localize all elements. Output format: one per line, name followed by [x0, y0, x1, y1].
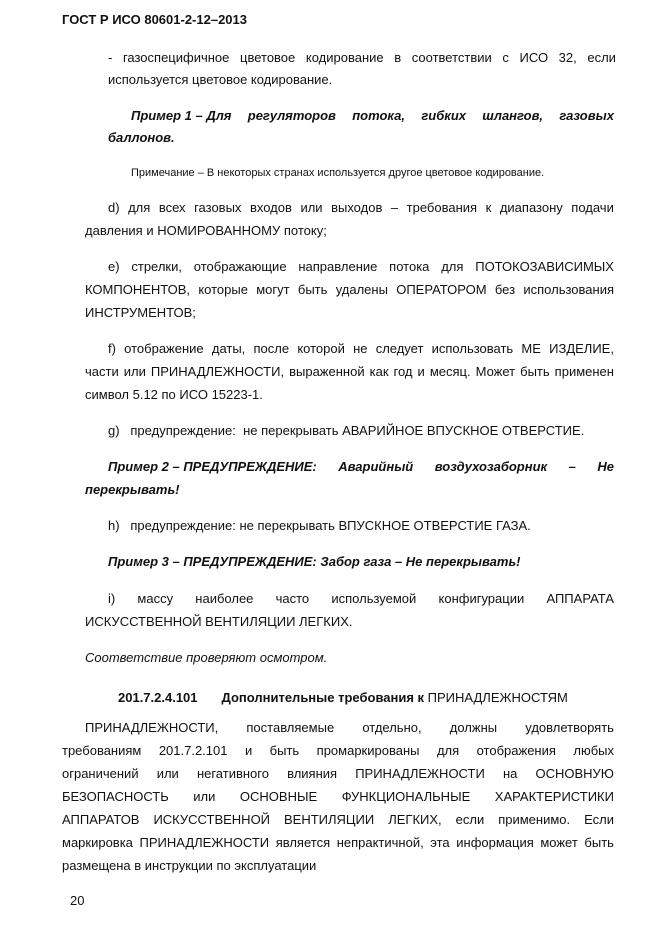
word: и [417, 364, 425, 379]
word: могут [256, 282, 290, 297]
word: для [436, 743, 460, 758]
word: или [193, 789, 216, 804]
word: быть [297, 282, 328, 297]
word: требованиям [62, 743, 142, 758]
word: цветовое [240, 50, 296, 65]
item-i-line-1 [108, 591, 614, 607]
example-1-line-2: баллонов. [108, 130, 175, 145]
body-line-2 [62, 743, 614, 759]
word: АППАРАТА [546, 591, 614, 606]
word: часто [275, 591, 310, 606]
word: ограничений [62, 766, 139, 781]
word: и [244, 743, 253, 758]
note: Примечание – В некоторых странах используется другое цветовое кодирование. [131, 167, 545, 179]
word: f) [108, 341, 116, 356]
word: диапазону [499, 200, 563, 215]
word: ПРИНАДЛЕЖНОСТИ, [150, 364, 285, 379]
word: применимо. [498, 812, 571, 827]
word: потока [389, 259, 430, 274]
word: потока, [352, 108, 406, 123]
word: маркировка [62, 835, 133, 850]
word: АППАРАТОВ [62, 812, 140, 827]
word: d) [108, 200, 120, 215]
word: ПОТОКОЗАВИСИМЫХ [475, 259, 614, 274]
word: непрактичной, [336, 835, 424, 850]
word: ПРИНАДЛЕЖНОСТИ [139, 835, 270, 850]
word: Пример 1 – Для [131, 108, 232, 123]
body-line-7: размещена в инструкции по эксплуатации [62, 858, 317, 873]
word: выраженной [289, 364, 365, 379]
item-f-line-3: символ 5.12 по ИСО 15223-1. [85, 387, 263, 402]
word: части [85, 364, 119, 379]
word: воздухозаборник [434, 459, 548, 474]
word: эта [430, 835, 450, 850]
word: входов [249, 200, 292, 215]
word: требования [406, 200, 478, 215]
word: i) [108, 591, 116, 606]
word: всех [158, 200, 186, 215]
item-f-line-1 [108, 341, 614, 357]
body-line-1 [85, 720, 614, 736]
word: ФУНКЦИОНАЛЬНЫЕ [341, 789, 471, 804]
word: год [393, 364, 413, 379]
word: шлангов, [482, 108, 544, 123]
word: быть [584, 835, 614, 850]
word: является [275, 835, 331, 850]
word: массу [137, 591, 174, 606]
word: Если [584, 812, 614, 827]
word: Не [597, 459, 614, 474]
word: если [587, 50, 616, 65]
section-title-bold: Дополнительные требования к [221, 690, 425, 705]
word: даты, [211, 341, 246, 356]
word: газовых [194, 200, 242, 215]
word: к [485, 200, 492, 215]
example-1-line-1 [131, 108, 614, 124]
word: – [568, 459, 576, 474]
word: 201.7.2.101 [158, 743, 228, 758]
word: или [123, 364, 146, 379]
conformity-check: Соответствие проверяют осмотром. [85, 650, 328, 665]
word: регуляторов [247, 108, 336, 123]
body-line-5 [62, 812, 614, 828]
word: – [390, 200, 399, 215]
word: поставляемые [246, 720, 335, 735]
word: газовых [559, 108, 614, 123]
item-e-line-3: ИНСТРУМЕНТОВ; [85, 305, 196, 320]
word: как [369, 364, 389, 379]
word: месяц. [429, 364, 471, 379]
word: КОМПОНЕНТОВ, [85, 282, 191, 297]
word: газоспецифичное [122, 50, 230, 65]
item-h: h) предупреждение: не перекрывать ВПУСКНОЕ ОТВЕРСТИЕ ГАЗА. [108, 518, 531, 533]
item-f-line-2 [85, 364, 614, 380]
word: применен [554, 364, 614, 379]
section-heading [118, 690, 568, 706]
word: подачи [571, 200, 614, 215]
example-2-line-2: перекрывать! [85, 482, 180, 497]
word: ПРИНАДЛЕЖНОСТИ, [85, 720, 219, 735]
word: которые [198, 282, 248, 297]
word: ИСКУССТВЕННОЙ [153, 812, 271, 827]
word: гибких [421, 108, 466, 123]
word: которой [297, 341, 345, 356]
section-title-rest: ПРИНАДЛЕЖНОСТЯМ [424, 690, 568, 705]
dash-item-line-2: используется цветовое кодирование. [108, 72, 333, 87]
body-line-4 [62, 789, 614, 805]
body-line-3 [62, 766, 614, 782]
word: ИЗДЕЛИЕ, [549, 341, 614, 356]
word: в [394, 50, 402, 65]
word: ОСНОВНУЮ [535, 766, 614, 781]
dash-item-line-1 [108, 50, 616, 66]
word: отдельно, [362, 720, 422, 735]
word: для [128, 200, 151, 215]
word: может [540, 835, 578, 850]
word: если [455, 812, 485, 827]
page-header: ГОСТ Р ИСО 80601-2-12–2013 [62, 12, 247, 27]
word: отображения [476, 743, 556, 758]
item-e-line-1 [108, 259, 614, 275]
item-g: g) предупреждение: не перекрывать АВАРИЙНОЕ ВПУСКНОЕ ОТВЕРСТИЕ. [108, 423, 585, 438]
word: удалены [335, 282, 388, 297]
word: направление [298, 259, 378, 274]
word: МЕ [521, 341, 541, 356]
example-3: Пример 3 – ПРЕДУПРЕЖДЕНИЕ: Забор газа – Не перекрывать! [108, 554, 521, 569]
example-2-line-1 [108, 459, 614, 475]
word: влияния [287, 766, 338, 781]
word: ЛЕГКИХ, [388, 812, 442, 827]
word: конфигурации [438, 591, 525, 606]
word: соответствии [411, 50, 492, 65]
word: промаркированы [316, 743, 420, 758]
word: быть [520, 364, 550, 379]
body-line-6 [62, 835, 614, 851]
word: наиболее [195, 591, 254, 606]
word: для [441, 259, 464, 274]
word: используемой [331, 591, 417, 606]
word: кодирование [305, 50, 384, 65]
item-d-line-1 [108, 200, 614, 216]
word: или [300, 200, 323, 215]
item-e-line-2 [85, 282, 614, 298]
word: БЕЗОПАСНОСТЬ [62, 789, 169, 804]
word: без [494, 282, 516, 297]
word: использования [523, 282, 614, 297]
word: выходов [331, 200, 383, 215]
word: после [253, 341, 290, 356]
word: отображающие [193, 259, 287, 274]
word: использовать [431, 341, 514, 356]
word: стрелки, [131, 259, 182, 274]
word: удовлетворять [525, 720, 614, 735]
word: ВЕНТИЛЯЦИИ [284, 812, 375, 827]
word: информация [456, 835, 534, 850]
word: или [156, 766, 179, 781]
word: быть [269, 743, 300, 758]
item-d-line-2: давления и НОМИРОВАННОМУ потоку; [85, 223, 327, 238]
word: Пример 2 – ПРЕДУПРЕЖДЕНИЕ: [108, 459, 317, 474]
item-i-line-2: ИСКУССТВЕННОЙ ВЕНТИЛЯЦИИ ЛЕГКИХ. [85, 614, 353, 629]
word: Может [475, 364, 516, 379]
word: любых [573, 743, 614, 758]
word: с [502, 50, 509, 65]
word: 32, [558, 50, 577, 65]
word: должны [449, 720, 498, 735]
word: Аварийный [338, 459, 414, 474]
page-number: 20 [70, 893, 85, 908]
word: не [353, 341, 368, 356]
word: отображение [124, 341, 204, 356]
word: ИСО [519, 50, 549, 65]
word: e) [108, 259, 120, 274]
section-number: 201.7.2.4.101 [118, 690, 198, 705]
word: - [108, 50, 113, 65]
word: на [502, 766, 518, 781]
word: ОСНОВНЫЕ [239, 789, 318, 804]
word: ПРИНАДЛЕЖНОСТИ [355, 766, 485, 781]
word: негативного [196, 766, 269, 781]
word: ХАРАКТЕРИСТИКИ [494, 789, 614, 804]
word: ОПЕРАТОРОМ [396, 282, 487, 297]
word: следует [375, 341, 424, 356]
